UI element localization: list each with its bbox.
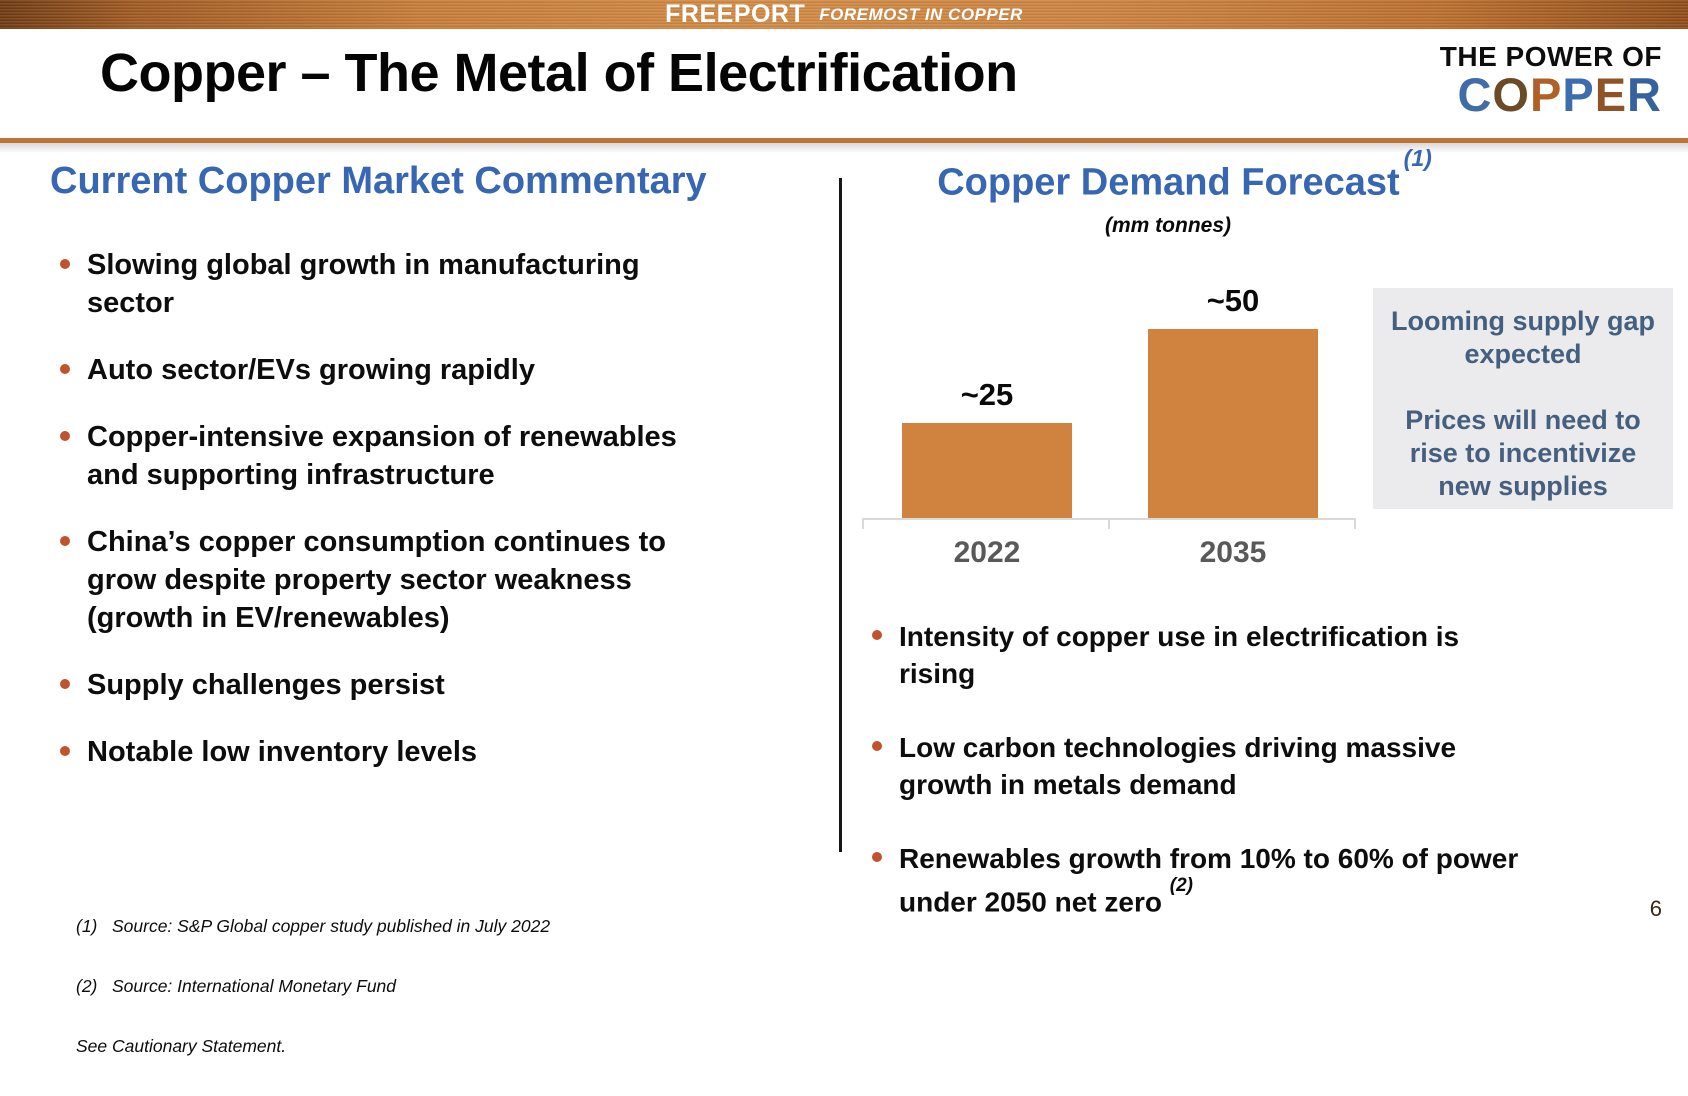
bullet-dot-icon — [60, 536, 70, 546]
power-of-copper-logo — [1439, 41, 1662, 121]
axis-tick — [1354, 518, 1356, 529]
right-bullet-list — [872, 618, 1520, 957]
bar-2035 — [1148, 329, 1318, 518]
bullet-dot-icon — [60, 679, 70, 689]
slide-title: Copper – The Metal of Electrification — [100, 43, 1018, 103]
bullet-text: Low carbon technologies driving massive growth in metals demand — [899, 732, 1457, 800]
callout-line-1: Looming supply gap expected — [1391, 306, 1655, 369]
axis-tick — [1108, 518, 1110, 529]
footnotes — [76, 876, 550, 1096]
bullet-dot-icon — [60, 259, 70, 269]
bullet-dot-icon — [872, 741, 882, 751]
left-bullet-2 — [60, 351, 685, 389]
power-logo-copper-word: COPPER — [1457, 68, 1662, 121]
callout-line-2: Prices will need to rise to incentivize new supplies — [1405, 405, 1641, 501]
left-heading: Current Copper Market Commentary — [50, 160, 707, 202]
bullet-text: Supply challenges persist — [87, 669, 445, 701]
column-divider — [839, 178, 842, 852]
power-logo-line1: THE POWER OF — [1439, 41, 1662, 72]
left-bullet-1 — [60, 246, 685, 322]
bullet-dot-icon — [872, 630, 882, 640]
bullet-dot-icon — [60, 364, 70, 374]
right-bullet-2 — [872, 729, 1520, 803]
right-heading — [862, 145, 1507, 205]
footnote-line-2: (2) Source: International Monetary Fund — [76, 976, 397, 996]
bullet-footnote-ref: (2) — [1169, 875, 1193, 896]
bullet-dot-icon — [60, 431, 70, 441]
freeport-logo: FREEPORT — [665, 0, 806, 28]
page-number: 6 — [1649, 896, 1662, 921]
right-bullet-3 — [872, 840, 1520, 920]
left-bullet-6 — [60, 733, 685, 771]
left-bullet-list — [60, 246, 685, 800]
right-bullet-1 — [872, 618, 1520, 692]
left-bullet-4 — [60, 523, 685, 637]
bullet-text: Notable low inventory levels — [87, 736, 477, 768]
supply-gap-callout — [1373, 288, 1673, 509]
copper-demand-bar-chart — [862, 260, 1356, 580]
bullet-dot-icon — [872, 852, 882, 862]
bar-value-label-0: ~25 — [960, 377, 1014, 413]
bar-2022 — [902, 423, 1072, 518]
right-heading-text: Copper Demand Forecast — [937, 161, 1400, 204]
bullet-text — [899, 840, 1520, 920]
chart-units-label: (mm tonnes) — [1105, 214, 1231, 237]
bullet-dot-icon — [60, 746, 70, 756]
axis-tick — [862, 518, 864, 529]
bullet-text: Intensity of copper use in electrification is rising — [899, 621, 1460, 689]
footnote-line-1: (1) Source: S&P Global copper study published in July 2022 — [76, 916, 551, 936]
bullet-text: Copper-intensive expansion of renewables and supporting infrastructure — [87, 421, 677, 491]
copper-rule-shadow — [0, 143, 1688, 152]
heading-footnote-ref: (1) — [1403, 145, 1432, 171]
top-banner — [0, 0, 1688, 29]
brand-tagline: FOREMOST IN COPPER — [819, 4, 1023, 24]
x-tick-label-2022: 2022 — [953, 536, 1021, 569]
bullet-text: China’s copper consumption continues to grow despite property sector weakness (growth in EV/renewables) — [87, 526, 666, 634]
bar-value-label-1: ~50 — [1206, 282, 1260, 318]
left-bullet-3 — [60, 418, 685, 494]
bullet-text: Auto sector/EVs growing rapidly — [87, 354, 535, 386]
bullet-text: Slowing global growth in manufacturing sector — [87, 249, 640, 319]
bullet-text-main: Renewables growth from 10% to 60% of power under 2050 net zero — [899, 843, 1519, 918]
left-bullet-5 — [60, 666, 685, 704]
footnote-line-3: See Cautionary Statement. — [76, 1036, 287, 1056]
x-tick-label-2035: 2035 — [1199, 536, 1267, 569]
